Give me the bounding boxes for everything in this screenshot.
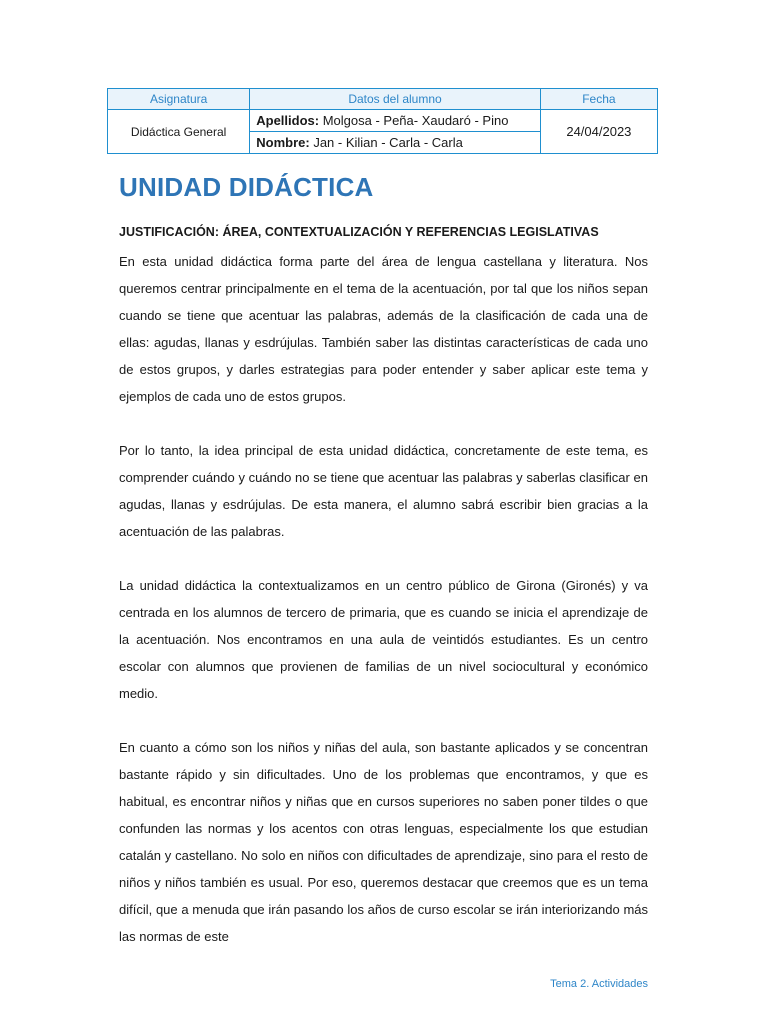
student-data-cell [250,110,541,154]
table-data-row [108,110,658,154]
header-date: Fecha [540,89,657,110]
surnames-value: Molgosa - Peña- Xaudaró - Pino [319,113,509,128]
paragraph: Por lo tanto, la idea principal de esta unidad didáctica, concretamente de este tema, es comprender cuándo y cuándo no se tiene que acentuar las palabras y saberlas clasificar en agudas, llanas y esdrújulas. De esta manera, el alumno sabrá escribir bien gracias a la acentuación de las palabras. [119,443,648,539]
section-heading: JUSTIFICACIÓN: ÁREA, CONTEXTUALIZACIÓN Y REFERENCIAS LEGISLATIVAS [119,225,599,239]
page-footer: Tema 2. Actividades [550,978,648,990]
names-value: Jan - Kilian - Carla - Carla [309,135,463,150]
subject-value: Didáctica General [108,110,250,154]
paragraph: La unidad didáctica la contextualizamos en un centro público de Girona (Gironés) y va centrada en los alumnos de tercero de primaria, que es cuando se inicia el aprendizaje de la acentuación. Nos encontramos en una aula de veintidós estudiantes. Es un centro escolar con alumnos que provienen de familias de un nivel sociocultural y económico medio. [119,578,648,701]
surnames-line [250,110,540,131]
header-subject: Asignatura [108,89,250,110]
paragraph: En cuanto a cómo son los niños y niñas del aula, son bastante aplicados y se concentran bastante rápido y sin dificultades. Uno de los problemas que encontramos, y que es habitual, es encontrar niños y niñas que en cursos superiores no saben poner tildes o que confunden las normas y los acentos con otras lenguas, especialmente los que estudian catalán y castellano. No solo en niños con dificultades de aprendizaje, sino para el resto de niños y niños también es usual. Por eso, queremos destacar que creemos que es un tema difícil, que a menuda que irán pasando los años de curso escolar se irán interiorizando más las normas de este [119,740,648,944]
surnames-label: Apellidos: [256,113,320,128]
header-student-data: Datos del alumno [250,89,541,110]
table-header-row [108,89,658,110]
paragraph: En esta unidad didáctica forma parte del área de lengua castellana y literatura. Nos queremos centrar principalmente en el tema de la acentuación, por tal que los niños sepan cuando se tiene que acentuar las palabras, además de la clasificación de cada una de ellas: agudas, llanas y esdrújulas. También saber las distintas características de cada uno de estos grupos, y darles estrategias para poder entender y saber aplicar este tema y ejemplos de cada uno de estos grupos. [119,254,648,404]
names-label: Nombre: [256,135,310,150]
document-title: UNIDAD DIDÁCTICA [119,172,374,202]
body-text [119,248,648,977]
date-value: 24/04/2023 [540,110,657,154]
student-info-table [107,88,658,154]
names-line [250,131,540,153]
